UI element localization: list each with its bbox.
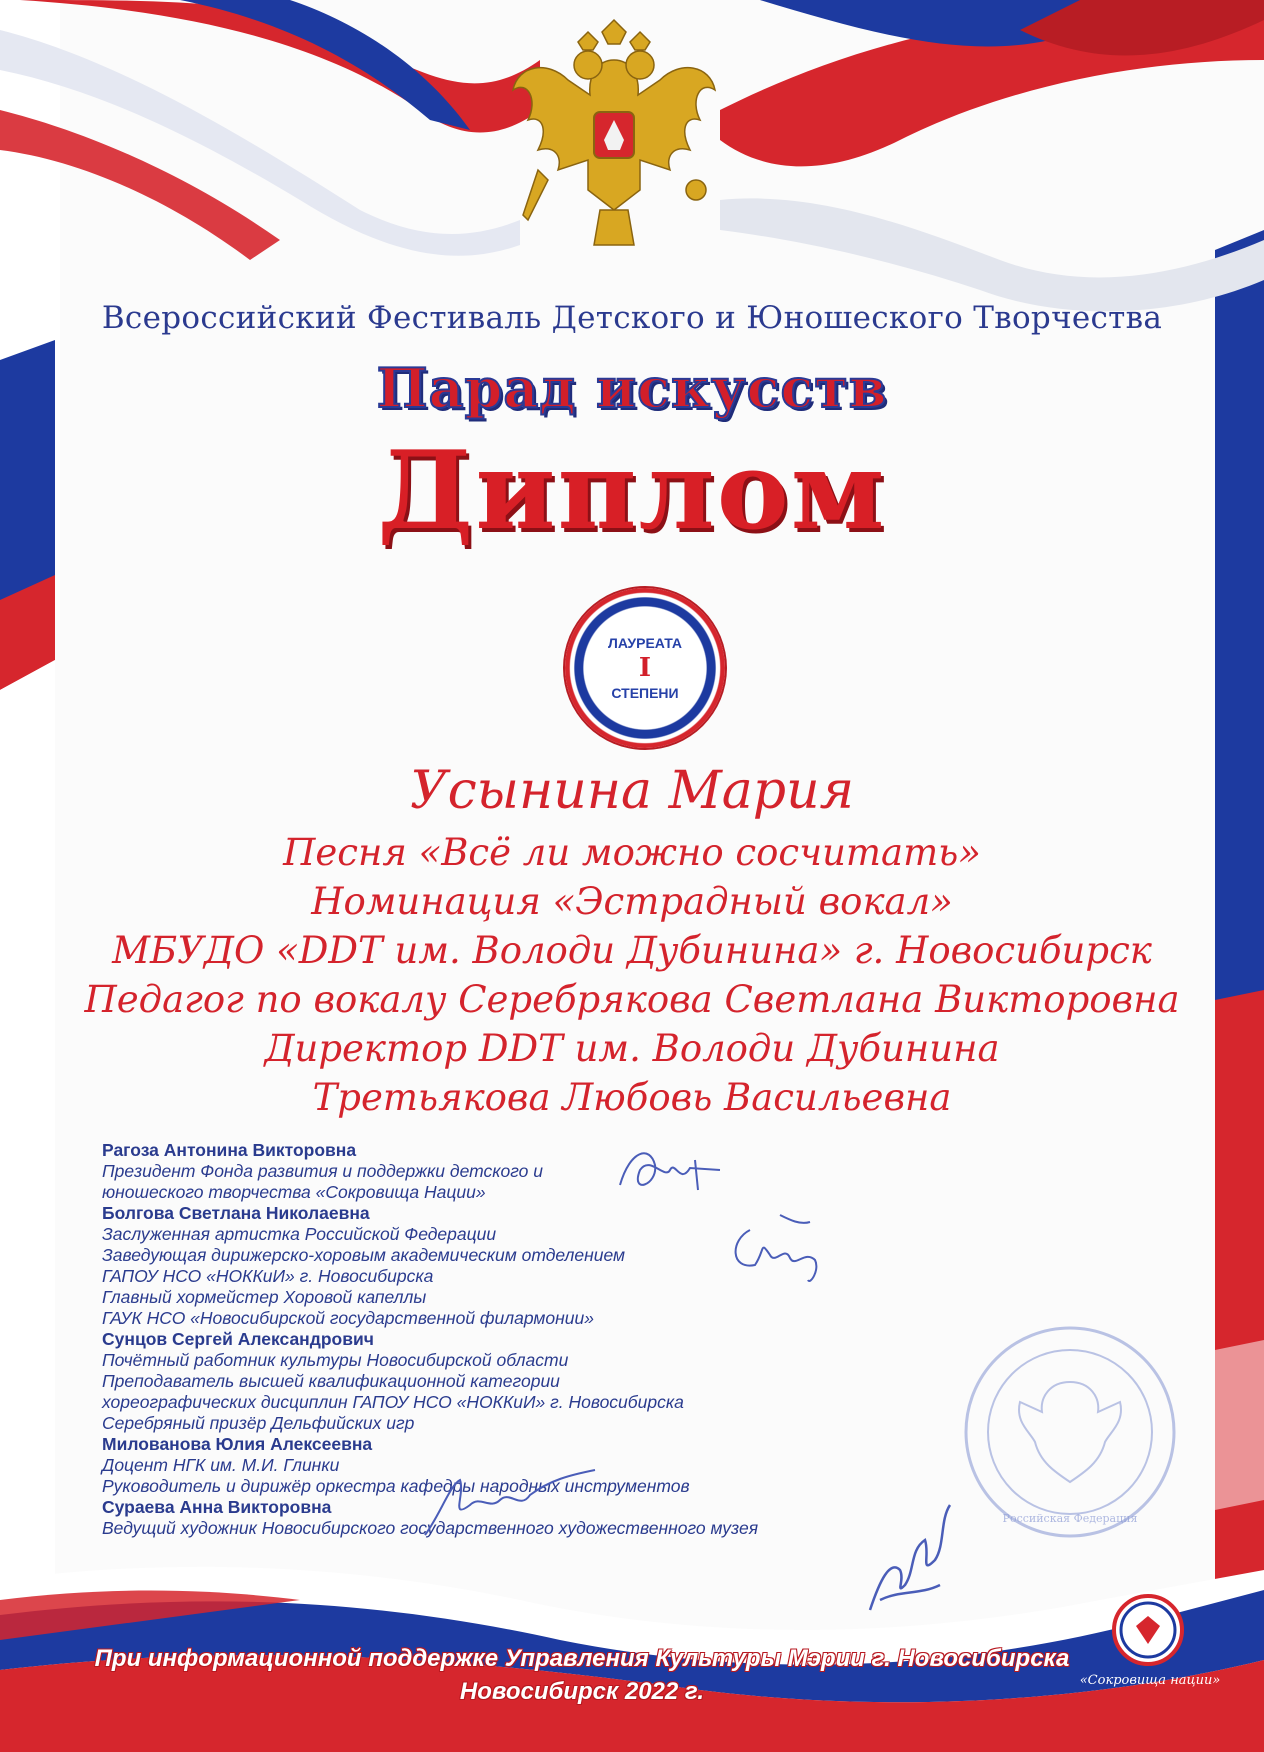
badge-top-label: ЛАУРЕАТА [608, 635, 682, 651]
jury-member-name: Болгова Светлана Николаевна [102, 1203, 370, 1223]
teacher-line: Педагог по вокалу Серебрякова Светлана Викторовна [84, 978, 1180, 1021]
jury-member-role: Заведующая дирижерско-хоровым академическим отделением [102, 1245, 626, 1265]
badge-degree: I [638, 653, 652, 683]
jury-member-role: Ведущий художник Новосибирского государственного художественного музея [102, 1518, 759, 1538]
song-line: Песня «Всё ли можно сосчитать» [283, 831, 981, 874]
signature-suraeva [850, 1500, 960, 1630]
jury-member-role: Президент Фонда развития и поддержки детского и [102, 1161, 544, 1181]
footer-city-year: Новосибирск 2022 г. [459, 1678, 705, 1705]
signature-ragoza [610, 1140, 730, 1210]
svg-text:Российская Федерация: Российская Федерация [1002, 1512, 1138, 1525]
badge-bottom-label: СТЕПЕНИ [611, 685, 679, 701]
laureate-name: Усынина Мария [409, 761, 855, 821]
jury-member-role: Руководитель и дирижёр оркестра кафедры народных инструментов [102, 1476, 690, 1496]
jury-member-name: Сунцов Сергей Александрович [102, 1329, 374, 1349]
laureate-degree-badge [565, 588, 725, 748]
jury-member [102, 1329, 882, 1434]
jury-member-role: Доцент НГК им. М.И. Глинки [102, 1455, 340, 1475]
institution-line: МБУДО «DDT им. Володи Дубинина» г. Новосибирск [112, 929, 1152, 972]
logo-caption: «Сокровища нации» [1079, 1673, 1221, 1688]
jury-member-name: Милованова Юлия Алексеевна [102, 1434, 373, 1454]
jury-member-name: Рагоза Антонина Викторовна [102, 1140, 357, 1160]
round-seal-stamp [960, 1322, 1180, 1542]
jury-member-role: ГАПОУ НСО «НОККиИ» г. Новосибирска [102, 1266, 434, 1286]
signature-bolgova [720, 1210, 840, 1290]
jury-member [102, 1140, 882, 1203]
jury-member-role: Главный хормейстер Хоровой капеллы [102, 1287, 427, 1307]
jury-member-role: хореографических дисциплин ГАПОУ НСО «НОККиИ» г. Новосибирска [102, 1392, 684, 1412]
laureate-section [0, 760, 1264, 1122]
jury-member-name: Сураева Анна Викторовна [102, 1497, 332, 1517]
diamond-heart-logo [1079, 1592, 1221, 1692]
footer-support-line: При информационной поддержке Управления Культуры Мэрии г. Новосибирска [94, 1645, 1070, 1672]
jury-member-role: Заслуженная артистка Российской Федерации [102, 1224, 497, 1244]
russian-double-headed-eagle-icon [508, 20, 720, 252]
festival-title: Всероссийский Фестиваль Детского и Юношеского Творчества [101, 300, 1163, 336]
nomination-line: Номинация «Эстрадный вокал» [311, 880, 953, 923]
jury-member-role: юношеского творчества «Сокровища Нации» [102, 1182, 486, 1202]
jury-member-role: Почётный работник культуры Новосибирской области [102, 1350, 569, 1370]
signature-miloviseva [420, 1465, 600, 1545]
jury-member-role: Преподаватель высшей квалификационной категории [102, 1371, 560, 1391]
director-name-line: Третьякова Любовь Васильевна [312, 1076, 952, 1119]
director-title-line: Директор DDT им. Володи Дубинина [264, 1027, 1000, 1070]
jury-member-role: ГАУК НСО «Новосибирской государственной филармонии» [102, 1308, 594, 1328]
document-title: Диплом [377, 428, 887, 554]
parade-title: Парад искусств [376, 356, 888, 420]
jury-member-role: Серебряный призёр Дельфийских игр [102, 1413, 415, 1433]
